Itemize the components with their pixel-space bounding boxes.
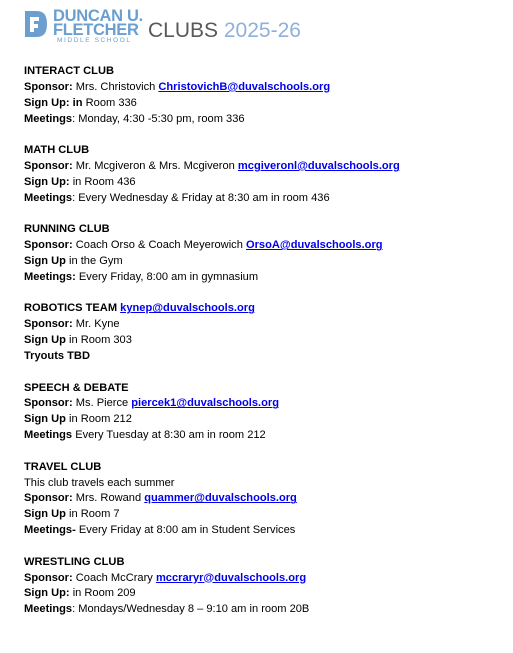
club-name: TRAVEL CLUB [24,460,102,473]
meetings-label: Meetings- [24,524,76,537]
signup-line [24,175,504,191]
meetings-details: : Every Wednesday & Friday at 8:30 am in room 436 [72,191,330,204]
signup-line [24,586,504,602]
signup-line [24,333,504,349]
meetings-line [24,428,504,444]
club-math [24,143,504,207]
meetings-label: Meetings: [24,270,76,283]
club-name: WRESTLING CLUB [24,555,125,568]
signup-label: Sign Up [24,413,66,426]
sponsor-label: Sponsor: [24,318,73,331]
club-name: ROBOTICS TEAM [24,302,118,315]
sponsor-name: Coach Orso & Coach Meyerowich [75,239,243,252]
sponsor-label: Sponsor: [24,492,73,505]
meetings-line [24,191,504,207]
sponsor-line [24,491,504,507]
sponsor-label: Sponsor: [24,80,73,93]
club-name-line [24,301,504,317]
clubs-list [24,64,504,634]
sponsor-label: Sponsor: [24,160,73,173]
meetings-label: Meetings [24,112,73,125]
signup-location: in Room 209 [72,587,136,600]
meetings-line [24,112,504,128]
meetings-line [24,523,504,539]
sponsor-line [24,571,504,587]
club-wrestling [24,555,504,619]
sponsor-email-link[interactable]: piercek1@duvalschools.org [131,397,279,410]
sponsor-email-link[interactable]: OrsoA@duvalschools.org [245,239,383,252]
title-year: 2025-26 [223,19,301,42]
signup-line [24,96,504,112]
sponsor-label: Sponsor: [24,239,73,252]
sponsor-name: Mr. Mcgiveron & Mrs. Mcgiveron [75,160,235,173]
meetings-line [24,270,504,286]
sponsor-line [24,396,504,412]
meetings-details: : Monday, 4:30 -5:30 pm, room 336 [72,112,245,125]
meetings-details: : Mondays/Wednesday 8 – 9:10 am in room 20B [72,603,310,616]
sponsor-email-link[interactable]: ChristovichB@duvalschools.org [158,80,331,93]
sponsor-name: Ms. Pierce [75,397,129,410]
page-title [148,19,301,43]
club-travel [24,460,504,540]
signup-label: Sign Up: [24,175,70,188]
club-name: RUNNING CLUB [24,223,110,236]
club-interact [24,64,504,128]
sponsor-label: Sponsor: [24,571,73,584]
tryouts-line: Tryouts TBD [24,350,90,363]
logo-line-1: DUNCAN U. [53,7,143,25]
meetings-line [24,602,504,618]
sponsor-line [24,80,504,96]
signup-label: Sign Up [24,255,66,268]
signup-location: in Room 436 [72,175,136,188]
meetings-details: Every Friday at 8:00 am in Student Services [78,524,296,537]
signup-label: Sign Up [24,334,66,347]
sponsor-line [24,317,504,333]
meetings-details: Every Friday, 8:00 am in gymnasium [78,270,259,283]
school-logo-icon [24,10,48,38]
signup-location: in Room 303 [69,334,132,347]
sponsor-email-link[interactable]: quammer@duvalschools.org [144,492,297,505]
sponsor-line [24,238,504,254]
sponsor-label: Sponsor: [24,397,73,410]
page-header [24,6,504,46]
signup-location: in Room 212 [69,413,132,426]
signup-line [24,412,504,428]
club-speech-debate [24,381,504,445]
signup-location: in the Gym [69,255,123,268]
club-robotics [24,301,504,365]
club-note: This club travels each summer [24,476,175,489]
sponsor-name: Mr. Kyne [75,318,120,331]
sponsor-email-link[interactable]: mccraryr@duvalschools.org [155,571,307,584]
title-clubs: CLUBS [148,19,219,42]
logo-line-2: FLETCHER [53,21,139,39]
meetings-label: Meetings [24,429,73,442]
club-name: MATH CLUB [24,144,90,157]
sponsor-name: Mrs. Rowand [75,492,142,505]
meetings-details: Every Tuesday at 8:30 am in room 212 [75,429,266,442]
signup-label: Sign Up: in [24,96,83,109]
signup-label: Sign Up [24,508,66,521]
sponsor-name: Mrs. Christovich [75,80,156,93]
signup-label: Sign Up: [24,587,70,600]
club-name: INTERACT CLUB [24,65,114,77]
sponsor-email-link[interactable]: kynep@duvalschools.org [120,302,255,315]
signup-line [24,254,504,270]
sponsor-line [24,159,504,175]
club-running [24,222,504,286]
signup-location: Room 336 [85,96,137,109]
meetings-label: Meetings [24,603,73,616]
sponsor-email-link[interactable]: mcgiveronl@duvalschools.org [237,160,400,173]
logo-line-3: MIDDLE SCHOOL [57,37,132,44]
meetings-label: Meetings [24,191,73,204]
signup-line [24,507,504,523]
club-name: SPEECH & DEBATE [24,381,129,394]
sponsor-name: Coach McCrary [75,571,153,584]
signup-location: in Room 7 [69,508,120,521]
